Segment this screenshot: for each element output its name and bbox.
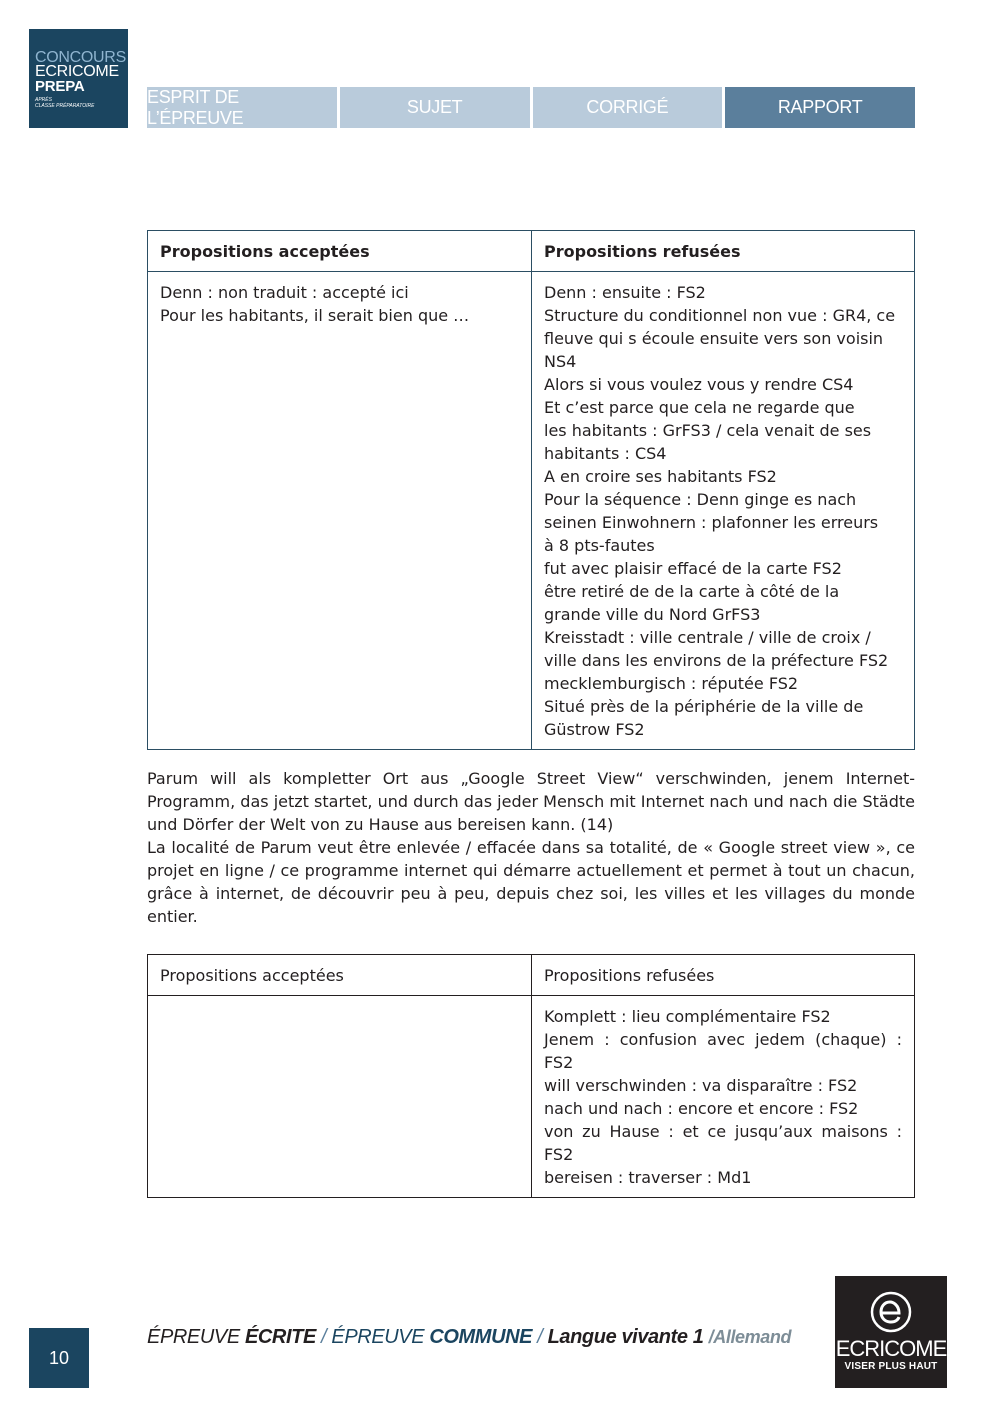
propositions-table-1 [147,230,915,750]
brand-tagline: VISER PLUS HAUT [844,1361,938,1372]
refused-line: A en croire ses habitants FS2 [544,467,777,486]
footer-title [147,1326,791,1349]
table1-header-refused: Propositions refusées [532,231,915,272]
passage [147,767,915,928]
refused-line: être retiré de de la carte à côté de la [544,582,840,601]
footer-ecrite: ÉCRITE [244,1326,316,1348]
refused-line: will verschwinden : va disparaître : FS2 [544,1076,858,1095]
passage-german: Parum will als kompletter Ort aus „Google Street View“ verschwinden, jenem Internet-Programm, das jetzt startet, und durch das jeder Mensch mit Internet nach und nach die Städte und Dörfer der Welt von zu Hause aus bereisen kann. (14) [147,769,915,834]
footer-separator: / [315,1326,332,1348]
refused-line: grande ville du Nord GrFS3 [544,605,761,624]
refused-line: NS4 [544,352,577,371]
tab-corrige[interactable]: CORRIGÉ [533,87,723,128]
table2-header-refused: Propositions refusées [532,955,915,996]
refused-line: Güstrow FS2 [544,720,645,739]
refused-line: von zu Hause : et ce jusqu’aux maisons : [544,1122,902,1141]
refused-line: Situé près de la périphérie de la ville de [544,697,864,716]
logo-line-prepa: PREPA [35,78,85,95]
table2-accepted-cell [148,996,532,1198]
footer-commune: COMMUNE [429,1326,533,1348]
refused-line: FS2 [544,1145,574,1164]
refused-line: Structure du conditionnel non vue : GR4, ce [544,306,896,325]
footer-langue: Langue vivante 1 [547,1326,704,1348]
refused-line: à 8 pts-fautes [544,536,655,555]
refused-line: habitants : CS4 [544,444,667,463]
footer-separator: / [532,1326,548,1348]
tab-sujet[interactable]: SUJET [340,87,530,128]
propositions-table-2 [147,954,915,1198]
concours-logo [29,29,128,128]
table1-refused-cell [532,272,915,750]
refused-line: Jenem : confusion avec jedem (chaque) : [544,1030,902,1049]
refused-line: bereisen : traverser : Md1 [544,1168,752,1187]
table2-header-accepted: Propositions acceptées [148,955,532,996]
refused-line: Pour la séquence : Denn ginge es nach [544,490,857,509]
refused-line: Et c’est parce que cela ne regarde que [544,398,855,417]
section-tabs [147,87,915,128]
refused-line: les habitants : GrFS3 / cela venait de ses [544,421,872,440]
accepted-line: Pour les habitants, il serait bien que … [160,306,470,325]
footer-epreuve-2: ÉPREUVE [331,1326,430,1348]
page-number: 10 [29,1328,89,1388]
refused-line: fut avec plaisir effacé de la carte FS2 [544,559,842,578]
accepted-line: Denn : non traduit : accepté ici [160,283,409,302]
refused-line: ville dans les environs de la préfecture FS2 [544,651,889,670]
footer-allemand: /Allemand [708,1327,792,1347]
table2-refused-cell [532,996,915,1198]
brand-name: ECRICOME [835,1336,947,1361]
ecricome-e-icon [869,1290,913,1334]
logo-line-ecricome: ECRICOME [35,63,119,80]
logo-line-apres: APRÈS CLASSE PRÉPARATOIRE [35,97,95,109]
refused-line: Kreisstadt : ville centrale / ville de croix / [544,628,871,647]
footer-epreuve: ÉPREUVE [147,1326,245,1348]
tab-rapport[interactable]: RAPPORT [725,87,915,128]
refused-line: Denn : ensuite : FS2 [544,283,706,302]
refused-line: Alors si vous voulez vous y rendre CS4 [544,375,854,394]
logo-line-concours: CONCOURS [35,49,126,66]
passage-french: La localité de Parum veut être enlevée / effacée dans sa totalité, de « Google street view », ce projet en ligne / ce programme internet qui démarre actuellement et permet à tout un chacun, grâce à internet, de découvrir peu à peu, depuis chez soi, les villes et les villages du monde entier. [147,838,915,926]
table1-header-accepted: Propositions acceptées [148,231,532,272]
tab-esprit[interactable]: ESPRIT DE L’ÉPREUVE [147,87,337,128]
refused-line: FS2 [544,1053,574,1072]
refused-line: mecklemburgisch : réputée FS2 [544,674,799,693]
refused-line: Komplett : lieu complémentaire FS2 [544,1007,831,1026]
refused-line: nach und nach : encore et encore : FS2 [544,1099,859,1118]
refused-line: seinen Einwohnern : plafonner les erreurs [544,513,879,532]
table1-accepted-cell [148,272,532,750]
refused-line: fleuve qui s écoule ensuite vers son voisin [544,329,884,348]
ecricome-brand-logo [835,1276,947,1388]
